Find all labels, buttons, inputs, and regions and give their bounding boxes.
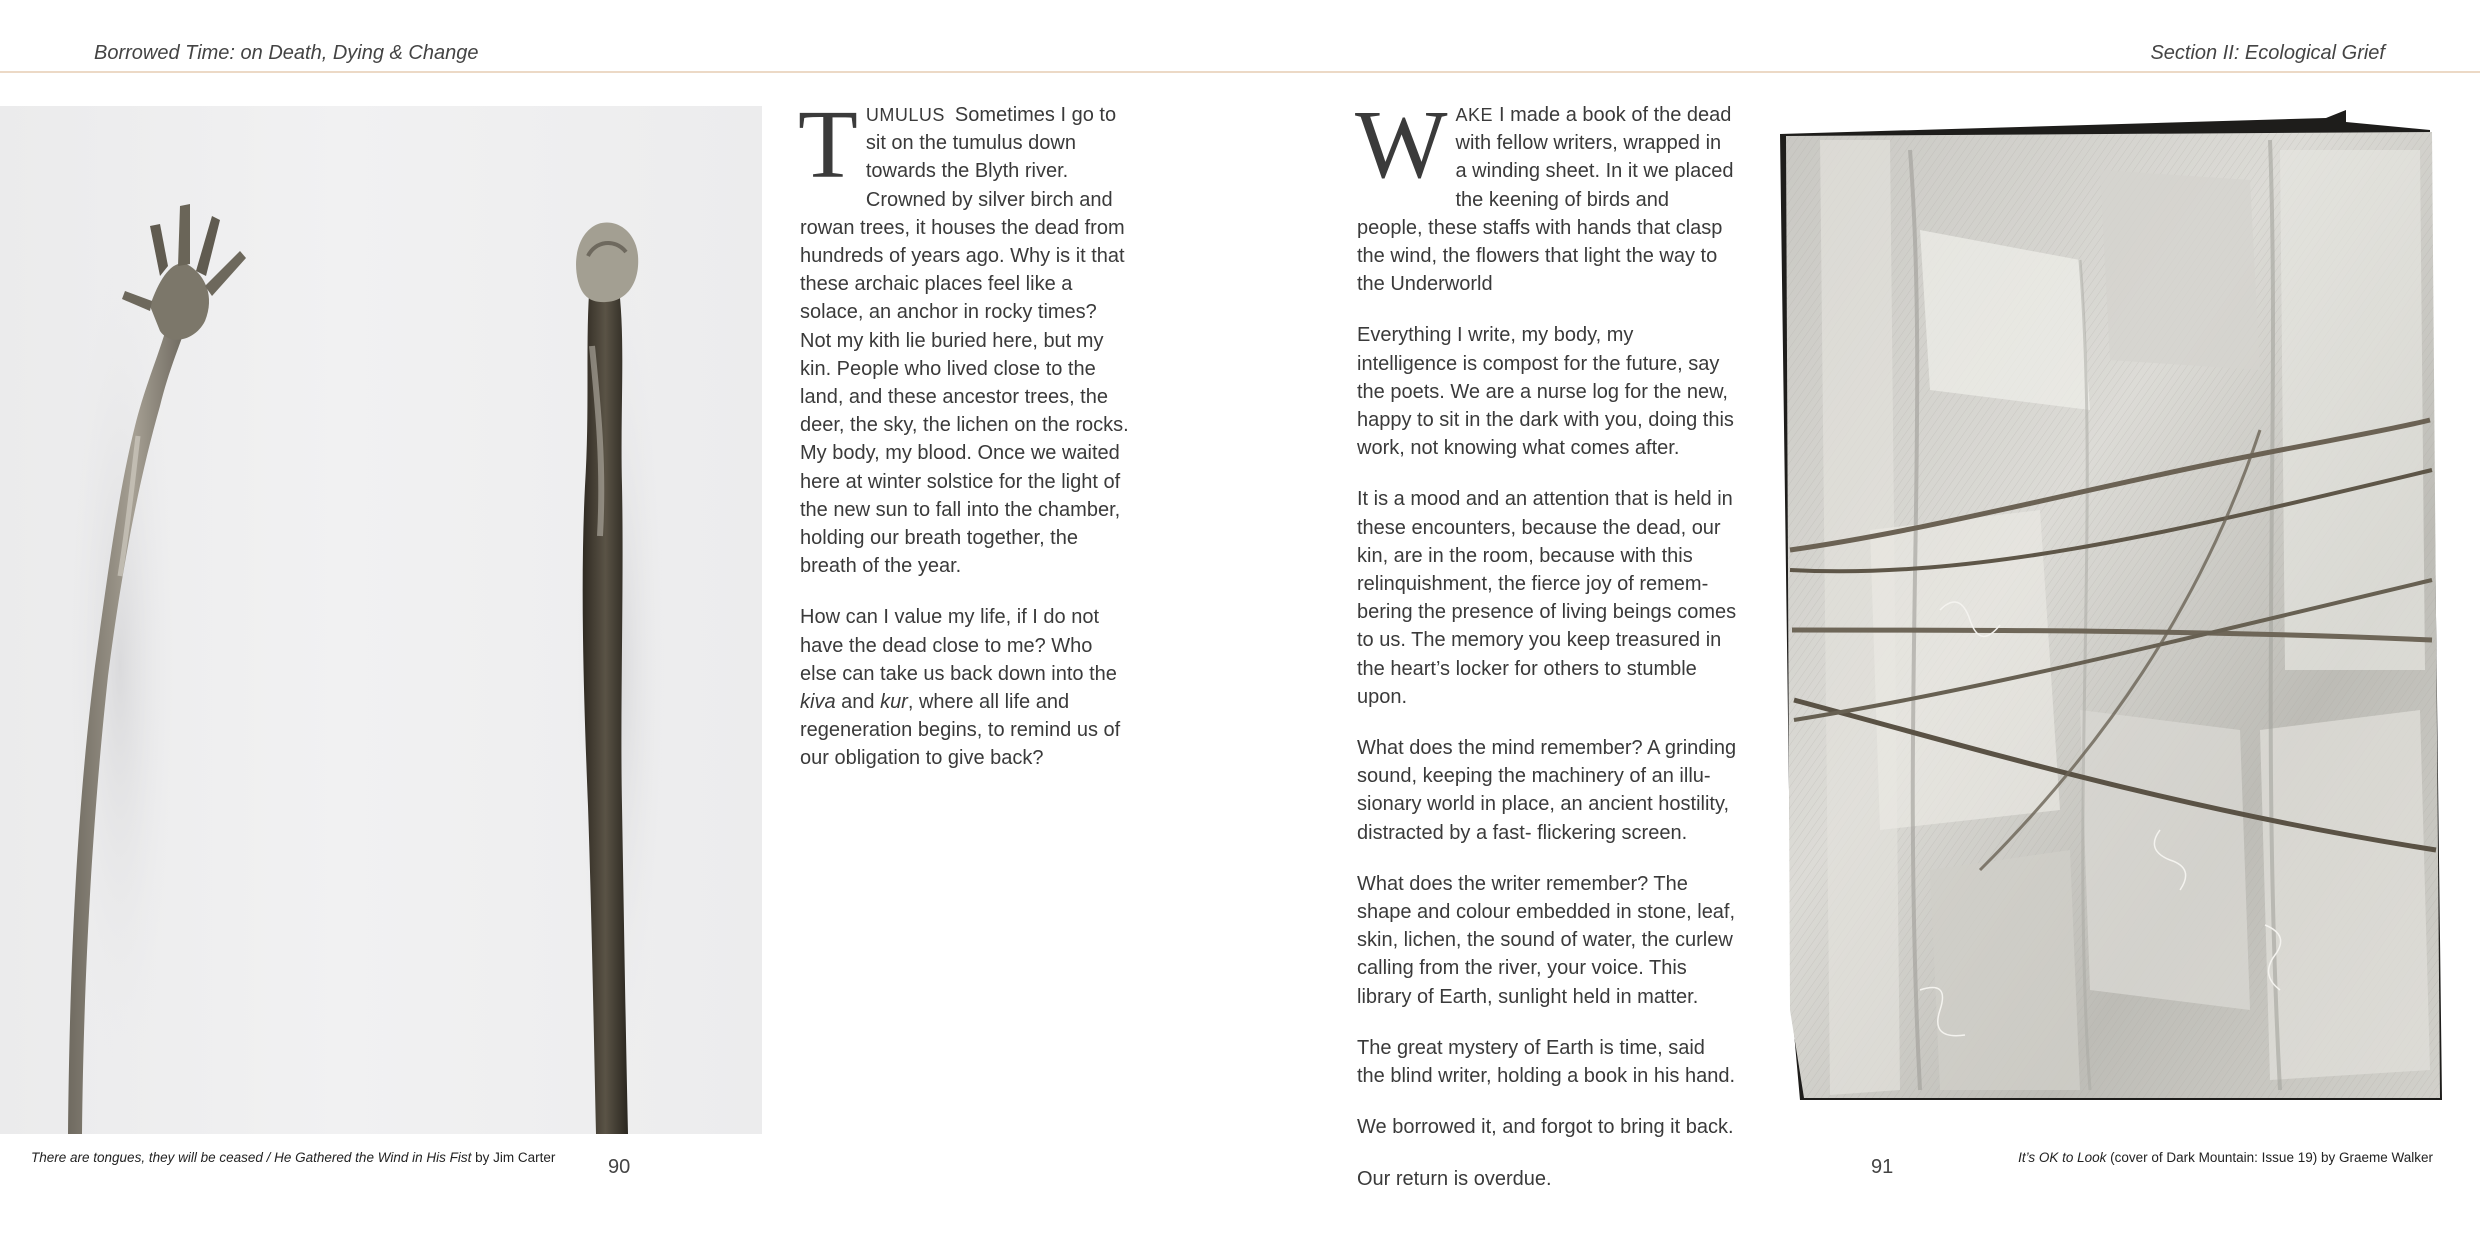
right-photo-caption xyxy=(2018,1150,2433,1165)
value-life-text-a: How can I value my life, if I do not have the dead close to me? Who else can take us back down into the xyxy=(800,606,1117,685)
mind-paragraph: What does the mind remember? A grinding sound, keeping the machinery of an illu-sionary world in place, an ancient hostility, distracted by a fast- flickering screen. xyxy=(1357,737,1737,844)
value-life-text-c: , where all life and regeneration begins, to remind us of our obligation to give back? xyxy=(800,691,1121,770)
lead-word-wake: AKE xyxy=(1455,105,1494,125)
tumulus-text: Sometimes I go to sit on the tumulus down towards the Blyth river. Crowned by silver birch and rowan trees, it houses the dead from hundreds of years ago. Why is it that these archaic places feel like a solace, an anchor in rocky times? Not my kith lie buried here, but my kin. People who lived close to the land, and these ancestor trees, the deer, the sky, the lichen on the rocks. My body, my blood. Once we waited here at winter solstice for the light of the new sun to fall into the chamber, holding our breath together, the breath of the year. xyxy=(800,104,1129,578)
value-life-paragraph xyxy=(800,603,1130,772)
overdue-paragraph: Our return is overdue. xyxy=(1357,1167,1552,1190)
mystery-paragraph: The great mystery of Earth is time, said the blind writer, holding a book in his hand. xyxy=(1357,1036,1736,1088)
staffs-photograph xyxy=(0,106,762,1134)
staffs-illustration xyxy=(0,106,762,1134)
lead-word-tumulus: UMULUS xyxy=(865,105,945,125)
wake-text: I made a book of the dead with fellow writers, wrapped in a winding sheet. In it we placed the keening of birds and people, these staffs with hands that clasp the wind, the flowers that light the way to the Underworld xyxy=(1357,104,1734,296)
right-caption-credit: (cover of Dark Mountain: Issue 19) by Graeme Walker xyxy=(2106,1150,2433,1165)
wrapped-book-photograph xyxy=(1780,110,2446,1110)
header-rule xyxy=(0,71,2480,73)
left-caption-credit: by Jim Carter xyxy=(471,1150,556,1165)
right-caption-title: It’s OK to Look xyxy=(2018,1150,2107,1165)
drop-cap-t: T xyxy=(798,91,858,199)
running-head-right: Section II: Ecological Grief xyxy=(2150,42,2385,64)
left-text-column xyxy=(798,91,1130,796)
left-photo-caption xyxy=(31,1150,555,1165)
drop-cap-w: W xyxy=(1355,91,1448,199)
page-number-right: 91 xyxy=(1871,1156,1894,1178)
right-text-column xyxy=(1355,91,1737,1216)
mood-paragraph: It is a mood and an attention that is held in these encounters, because the dead, our kin, are in the room, because with this relinquishment, the fierce joy of remem-bering the presence of living beings comes to us. The memory you keep treasured in the heart’s locker for others to stumble upon. xyxy=(1357,488,1737,708)
tumulus-paragraph xyxy=(798,91,1130,580)
wrapped-book-illustration xyxy=(1780,110,2446,1110)
value-life-text-b: and xyxy=(835,691,881,714)
borrowed-paragraph: We borrowed it, and forgot to bring it back. xyxy=(1357,1116,1734,1139)
running-head-left: Borrowed Time: on Death, Dying & Change xyxy=(94,42,479,64)
word-kiva: kiva xyxy=(800,691,836,714)
wake-paragraph xyxy=(1355,91,1737,298)
word-kur: kur xyxy=(880,691,908,714)
writer-paragraph: What does the writer remember? The shape and colour embedded in stone, leaf, skin, lichen, the sound of water, the curlew calling from the river, your voice. This library of Earth, sunlight held in matter. xyxy=(1357,872,1736,1008)
left-caption-title: There are tongues, they will be ceased / He Gathered the Wind in His Fist xyxy=(31,1150,472,1165)
page-number-left: 90 xyxy=(608,1156,631,1178)
compost-paragraph: Everything I write, my body, my intelligence is compost for the future, say the poets. We are a nurse log for the new, happy to sit in the dark with you, doing this work, not knowing what comes after. xyxy=(1357,324,1734,460)
